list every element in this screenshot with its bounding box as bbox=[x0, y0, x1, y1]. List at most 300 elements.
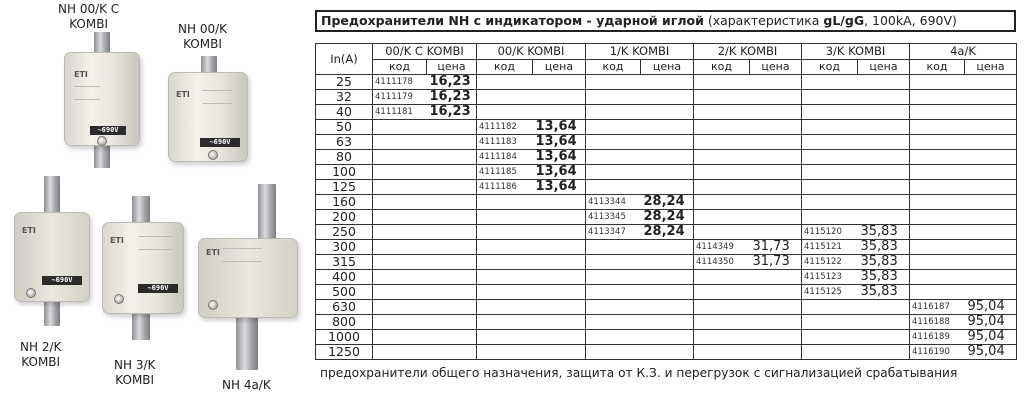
item-code bbox=[373, 150, 427, 165]
item-code bbox=[373, 225, 427, 240]
item-code bbox=[910, 180, 965, 195]
item-code: 4111186 bbox=[477, 180, 533, 195]
item-code bbox=[373, 180, 427, 195]
item-price bbox=[750, 180, 802, 195]
item-code bbox=[802, 330, 858, 345]
current-rating: 1250 bbox=[316, 345, 373, 360]
item-price: 13,64 bbox=[533, 165, 586, 180]
current-rating: 500 bbox=[316, 285, 373, 300]
footer-note: предохранители общего назначения, защита от К.З. и перегрузок с сигнализацией срабатывания bbox=[320, 366, 958, 380]
item-code bbox=[802, 315, 858, 330]
item-code bbox=[586, 150, 641, 165]
item-code: 4115123 bbox=[802, 270, 858, 285]
item-code bbox=[910, 105, 965, 120]
item-price bbox=[641, 105, 694, 120]
item-code: 4115125 bbox=[802, 285, 858, 300]
item-price bbox=[965, 105, 1017, 120]
item-price bbox=[750, 165, 802, 180]
item-price bbox=[750, 285, 802, 300]
item-code bbox=[802, 165, 858, 180]
item-price bbox=[750, 300, 802, 315]
item-code bbox=[477, 90, 533, 105]
item-code: 4111182 bbox=[477, 120, 533, 135]
item-price: 35,83 bbox=[858, 270, 910, 285]
item-price bbox=[427, 180, 477, 195]
item-price bbox=[965, 240, 1017, 255]
item-price bbox=[858, 120, 910, 135]
item-price bbox=[965, 180, 1017, 195]
item-price: 31,73 bbox=[750, 240, 802, 255]
eti-logo: ETI bbox=[206, 248, 220, 257]
eti-logo: ETI bbox=[22, 226, 36, 235]
item-price: 35,83 bbox=[858, 285, 910, 300]
fuse-nh3k-image bbox=[102, 196, 184, 342]
item-code bbox=[477, 255, 533, 270]
item-code bbox=[910, 210, 965, 225]
table-row bbox=[316, 105, 1017, 120]
eti-logo: ETI bbox=[176, 90, 190, 99]
item-price bbox=[965, 255, 1017, 270]
caption-nh00kc: NH 00/K C KOMBI bbox=[58, 2, 120, 31]
item-code: 4111183 bbox=[477, 135, 533, 150]
indicator-icon bbox=[97, 136, 107, 146]
item-price bbox=[858, 300, 910, 315]
table-row bbox=[316, 300, 1017, 315]
item-price bbox=[533, 285, 586, 300]
item-code bbox=[910, 285, 965, 300]
item-price bbox=[858, 75, 910, 90]
item-price bbox=[641, 270, 694, 285]
item-price bbox=[641, 255, 694, 270]
item-price bbox=[641, 300, 694, 315]
item-code bbox=[586, 90, 641, 105]
item-price: 95,04 bbox=[965, 330, 1017, 345]
item-code bbox=[694, 135, 750, 150]
item-code bbox=[477, 75, 533, 90]
item-price bbox=[965, 150, 1017, 165]
item-price bbox=[533, 225, 586, 240]
item-code bbox=[802, 120, 858, 135]
item-price bbox=[427, 255, 477, 270]
item-price bbox=[533, 345, 586, 360]
item-price bbox=[965, 120, 1017, 135]
item-price bbox=[641, 75, 694, 90]
item-code bbox=[694, 195, 750, 210]
item-price bbox=[427, 345, 477, 360]
item-code bbox=[802, 195, 858, 210]
current-rating: 1000 bbox=[316, 330, 373, 345]
item-price bbox=[533, 240, 586, 255]
item-code bbox=[586, 270, 641, 285]
item-code bbox=[694, 150, 750, 165]
indicator-icon bbox=[208, 150, 218, 160]
item-price: 35,83 bbox=[858, 240, 910, 255]
item-code bbox=[586, 255, 641, 270]
item-price bbox=[965, 75, 1017, 90]
item-price bbox=[641, 240, 694, 255]
item-code bbox=[477, 270, 533, 285]
item-price bbox=[427, 195, 477, 210]
item-price bbox=[641, 180, 694, 195]
item-code bbox=[910, 270, 965, 285]
item-price bbox=[858, 210, 910, 225]
table-sub-header bbox=[316, 60, 1017, 75]
voltage-label: ~690V bbox=[42, 276, 82, 285]
item-code bbox=[477, 240, 533, 255]
code-header: код bbox=[694, 60, 750, 75]
table-row bbox=[316, 345, 1017, 360]
item-price bbox=[427, 240, 477, 255]
item-code bbox=[373, 255, 427, 270]
item-code bbox=[586, 135, 641, 150]
item-price bbox=[533, 90, 586, 105]
table-row bbox=[316, 225, 1017, 240]
item-code bbox=[477, 210, 533, 225]
item-price: 35,83 bbox=[858, 255, 910, 270]
item-code bbox=[694, 105, 750, 120]
table-row bbox=[316, 165, 1017, 180]
table-row bbox=[316, 270, 1017, 285]
group-header: 4a/K bbox=[910, 44, 1017, 60]
voltage-label: ~690V bbox=[90, 126, 126, 135]
fuse-nh00kc-image bbox=[64, 30, 140, 170]
current-rating: 630 bbox=[316, 300, 373, 315]
table-row bbox=[316, 240, 1017, 255]
item-price bbox=[858, 150, 910, 165]
item-price bbox=[533, 300, 586, 315]
item-price bbox=[427, 135, 477, 150]
price-header: цена bbox=[858, 60, 910, 75]
item-price: 13,64 bbox=[533, 180, 586, 195]
item-code bbox=[373, 165, 427, 180]
item-code: 4116187 bbox=[910, 300, 965, 315]
item-price bbox=[427, 315, 477, 330]
group-header: 00/K KOMBI bbox=[477, 44, 586, 60]
item-price bbox=[750, 210, 802, 225]
item-price bbox=[641, 285, 694, 300]
caption-nh00k: NH 00/K KOMBI bbox=[178, 22, 227, 51]
table-row bbox=[316, 75, 1017, 90]
item-price: 28,24 bbox=[641, 195, 694, 210]
item-code bbox=[694, 210, 750, 225]
item-code bbox=[373, 240, 427, 255]
table-row bbox=[316, 330, 1017, 345]
current-rating: 400 bbox=[316, 270, 373, 285]
item-code bbox=[910, 135, 965, 150]
item-code bbox=[910, 195, 965, 210]
item-code: 4114349 bbox=[694, 240, 750, 255]
item-price bbox=[858, 90, 910, 105]
price-panel bbox=[315, 10, 1016, 32]
item-price bbox=[533, 270, 586, 285]
item-code: 4111178 bbox=[373, 75, 427, 90]
item-code bbox=[802, 105, 858, 120]
table-row bbox=[316, 135, 1017, 150]
item-code bbox=[586, 165, 641, 180]
item-code bbox=[477, 105, 533, 120]
item-code: 4111181 bbox=[373, 105, 427, 120]
price-header: цена bbox=[641, 60, 694, 75]
item-price: 95,04 bbox=[965, 345, 1017, 360]
item-price: 16,23 bbox=[427, 90, 477, 105]
item-code bbox=[373, 210, 427, 225]
item-price bbox=[965, 135, 1017, 150]
item-code bbox=[694, 75, 750, 90]
item-code bbox=[910, 255, 965, 270]
item-price bbox=[750, 345, 802, 360]
item-code bbox=[477, 315, 533, 330]
item-code bbox=[802, 210, 858, 225]
indicator-icon bbox=[26, 288, 36, 298]
item-code bbox=[694, 180, 750, 195]
item-code: 4115122 bbox=[802, 255, 858, 270]
item-code: 4116189 bbox=[910, 330, 965, 345]
item-code: 4113344 bbox=[586, 195, 641, 210]
item-code bbox=[586, 105, 641, 120]
price-header: цена bbox=[750, 60, 802, 75]
item-price bbox=[965, 195, 1017, 210]
item-price bbox=[965, 165, 1017, 180]
item-code: 4111184 bbox=[477, 150, 533, 165]
current-rating: 800 bbox=[316, 315, 373, 330]
item-price bbox=[750, 120, 802, 135]
item-code: 4113345 bbox=[586, 210, 641, 225]
item-price: 16,23 bbox=[427, 105, 477, 120]
voltage-label: ~690V bbox=[200, 138, 240, 147]
item-price: 95,04 bbox=[965, 300, 1017, 315]
item-price: 16,23 bbox=[427, 75, 477, 90]
item-code bbox=[910, 165, 965, 180]
code-header: код bbox=[373, 60, 427, 75]
item-price bbox=[533, 330, 586, 345]
item-code bbox=[802, 180, 858, 195]
item-price bbox=[965, 225, 1017, 240]
item-price bbox=[641, 345, 694, 360]
item-price bbox=[965, 90, 1017, 105]
indicator-icon bbox=[114, 294, 124, 304]
item-code bbox=[910, 120, 965, 135]
item-price bbox=[427, 150, 477, 165]
eti-logo: ETI bbox=[74, 70, 88, 79]
item-code bbox=[373, 315, 427, 330]
caption-nh4ak: NH 4a/K bbox=[222, 378, 271, 392]
item-price bbox=[427, 285, 477, 300]
current-rating: 63 bbox=[316, 135, 373, 150]
item-price bbox=[641, 90, 694, 105]
table-row bbox=[316, 90, 1017, 105]
item-code bbox=[694, 225, 750, 240]
item-price bbox=[750, 330, 802, 345]
item-code bbox=[477, 285, 533, 300]
product-photos bbox=[0, 0, 312, 409]
item-price: 95,04 bbox=[965, 315, 1017, 330]
item-price bbox=[750, 225, 802, 240]
item-price bbox=[750, 105, 802, 120]
item-code bbox=[694, 300, 750, 315]
item-price bbox=[641, 165, 694, 180]
price-table-body bbox=[316, 75, 1017, 360]
group-header: 00/K C KOMBI bbox=[373, 44, 477, 60]
item-code: 4111185 bbox=[477, 165, 533, 180]
item-code bbox=[586, 300, 641, 315]
item-code bbox=[477, 195, 533, 210]
current-rating: 100 bbox=[316, 165, 373, 180]
item-code: 4116190 bbox=[910, 345, 965, 360]
item-price bbox=[965, 270, 1017, 285]
table-row bbox=[316, 315, 1017, 330]
fuse-nh4ak-image bbox=[198, 184, 298, 374]
table-row bbox=[316, 195, 1017, 210]
price-header: цена bbox=[427, 60, 477, 75]
current-rating: 80 bbox=[316, 150, 373, 165]
item-code bbox=[373, 195, 427, 210]
item-price: 28,24 bbox=[641, 210, 694, 225]
item-price bbox=[533, 315, 586, 330]
item-price bbox=[533, 255, 586, 270]
item-code bbox=[477, 330, 533, 345]
item-code bbox=[910, 150, 965, 165]
item-price: 28,24 bbox=[641, 225, 694, 240]
code-header: код bbox=[586, 60, 641, 75]
item-price bbox=[427, 120, 477, 135]
item-price bbox=[533, 75, 586, 90]
price-header: цена bbox=[965, 60, 1017, 75]
item-price: 13,64 bbox=[533, 135, 586, 150]
current-rating: 160 bbox=[316, 195, 373, 210]
item-price bbox=[965, 285, 1017, 300]
item-price bbox=[641, 135, 694, 150]
table-title: Предохранители NH с индикатором - ударной иглой (характеристика gL/gG, 100kA, 690V) bbox=[315, 10, 1016, 32]
item-price bbox=[533, 210, 586, 225]
item-price bbox=[858, 345, 910, 360]
item-code bbox=[373, 135, 427, 150]
code-header: код bbox=[910, 60, 965, 75]
item-code bbox=[694, 345, 750, 360]
table-group-header bbox=[316, 44, 1017, 60]
item-price: 35,83 bbox=[858, 225, 910, 240]
item-price bbox=[427, 300, 477, 315]
item-price bbox=[858, 135, 910, 150]
item-price bbox=[858, 165, 910, 180]
price-header: цена bbox=[533, 60, 586, 75]
caption-nh2k: NH 2/K KOMBI bbox=[20, 340, 62, 369]
table-row bbox=[316, 120, 1017, 135]
item-code bbox=[694, 285, 750, 300]
item-code bbox=[802, 150, 858, 165]
current-rating: 125 bbox=[316, 180, 373, 195]
item-price bbox=[750, 150, 802, 165]
item-code bbox=[477, 300, 533, 315]
item-code bbox=[802, 75, 858, 90]
item-price bbox=[533, 195, 586, 210]
caption-nh3k: NH 3/K KOMBI bbox=[114, 358, 156, 387]
table-row bbox=[316, 255, 1017, 270]
current-rating: 315 bbox=[316, 255, 373, 270]
price-table bbox=[315, 43, 1017, 360]
fuse-nh00k-image bbox=[168, 56, 248, 168]
item-price bbox=[641, 120, 694, 135]
item-code: 4114350 bbox=[694, 255, 750, 270]
item-price bbox=[858, 180, 910, 195]
fuse-nh2k-image bbox=[14, 176, 90, 326]
item-code bbox=[586, 330, 641, 345]
item-code bbox=[586, 120, 641, 135]
item-code bbox=[477, 225, 533, 240]
item-code bbox=[373, 285, 427, 300]
voltage-label: ~690V bbox=[138, 284, 178, 293]
item-code: 4113347 bbox=[586, 225, 641, 240]
item-price bbox=[750, 195, 802, 210]
item-code bbox=[694, 315, 750, 330]
item-code: 4111179 bbox=[373, 90, 427, 105]
item-price bbox=[750, 90, 802, 105]
item-code bbox=[694, 165, 750, 180]
item-code: 4116188 bbox=[910, 315, 965, 330]
item-price bbox=[965, 210, 1017, 225]
code-header: код bbox=[802, 60, 858, 75]
current-rating: 25 bbox=[316, 75, 373, 90]
table-row bbox=[316, 285, 1017, 300]
item-code bbox=[586, 240, 641, 255]
item-code bbox=[910, 75, 965, 90]
current-rating: 250 bbox=[316, 225, 373, 240]
item-code bbox=[373, 300, 427, 315]
group-header: 3/K KOMBI bbox=[802, 44, 910, 60]
item-code bbox=[694, 90, 750, 105]
item-price bbox=[533, 105, 586, 120]
item-price bbox=[427, 210, 477, 225]
current-rating: 300 bbox=[316, 240, 373, 255]
item-code bbox=[802, 300, 858, 315]
item-code bbox=[586, 345, 641, 360]
item-code: 4115120 bbox=[802, 225, 858, 240]
item-code bbox=[694, 330, 750, 345]
item-price bbox=[641, 315, 694, 330]
item-price bbox=[858, 315, 910, 330]
item-code bbox=[910, 240, 965, 255]
item-price bbox=[858, 330, 910, 345]
item-code bbox=[586, 180, 641, 195]
item-price bbox=[750, 135, 802, 150]
current-rating: 40 bbox=[316, 105, 373, 120]
item-price bbox=[641, 330, 694, 345]
item-price bbox=[427, 270, 477, 285]
item-price: 13,64 bbox=[533, 150, 586, 165]
table-row bbox=[316, 210, 1017, 225]
indicator-icon bbox=[208, 300, 218, 310]
item-code bbox=[802, 345, 858, 360]
current-rating: 200 bbox=[316, 210, 373, 225]
table-row bbox=[316, 180, 1017, 195]
item-code bbox=[373, 120, 427, 135]
item-code bbox=[910, 90, 965, 105]
item-code bbox=[586, 285, 641, 300]
item-code bbox=[802, 135, 858, 150]
item-price bbox=[858, 105, 910, 120]
item-price: 31,73 bbox=[750, 255, 802, 270]
item-price bbox=[427, 225, 477, 240]
code-header: код bbox=[477, 60, 533, 75]
eti-logo: ETI bbox=[110, 236, 124, 245]
group-header: 1/K KOMBI bbox=[586, 44, 694, 60]
item-price bbox=[858, 195, 910, 210]
item-price bbox=[641, 150, 694, 165]
item-code bbox=[373, 345, 427, 360]
item-price bbox=[427, 165, 477, 180]
item-code bbox=[477, 345, 533, 360]
item-code bbox=[802, 90, 858, 105]
item-price: 13,64 bbox=[533, 120, 586, 135]
